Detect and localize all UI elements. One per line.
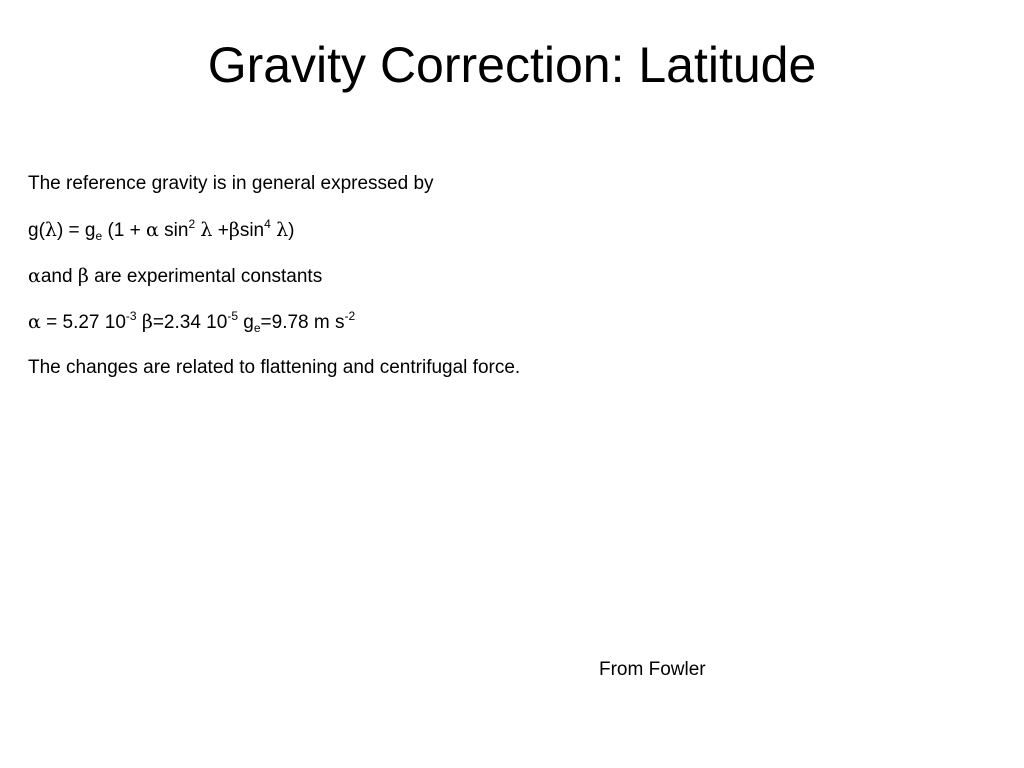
constants-text: are experimental constants bbox=[88, 266, 323, 287]
slide-body bbox=[28, 170, 988, 400]
alpha-symbol: α bbox=[28, 265, 41, 287]
alpha-value: = 5.27 10 bbox=[40, 312, 126, 333]
formula-plus: + bbox=[212, 220, 229, 241]
formula-eq-ge: ) = g bbox=[56, 220, 96, 241]
ge-label: g bbox=[238, 312, 254, 333]
beta-value: =2.34 10 bbox=[152, 312, 228, 333]
ge-subscript: e bbox=[253, 321, 261, 335]
superscript-2: 2 bbox=[188, 217, 196, 231]
beta-exponent: -5 bbox=[227, 309, 238, 323]
formula-close: ) bbox=[288, 220, 295, 241]
formula-sin4: sin bbox=[239, 220, 265, 241]
alpha-symbol: α bbox=[146, 219, 159, 241]
beta-symbol: β bbox=[141, 311, 153, 333]
lambda-symbol: λ bbox=[44, 219, 57, 241]
alpha-exponent: -3 bbox=[125, 309, 137, 323]
source-credit: From Fowler bbox=[599, 659, 706, 680]
beta-symbol: β bbox=[228, 219, 240, 241]
values-line bbox=[28, 308, 988, 354]
superscript-4: 4 bbox=[264, 217, 271, 231]
intro-line: The reference gravity is in general expressed by bbox=[28, 173, 434, 194]
formula-sin: sin bbox=[158, 220, 189, 241]
lambda-symbol-3: λ bbox=[276, 219, 289, 241]
constants-line bbox=[28, 262, 988, 308]
slide-title: Gravity Correction: Latitude bbox=[207, 37, 817, 93]
gravity-formula bbox=[28, 216, 988, 262]
changes-line: The changes are related to flattening and centrifugal force. bbox=[28, 357, 521, 378]
lambda-symbol-2: λ bbox=[200, 219, 213, 241]
and-text: and bbox=[40, 266, 78, 287]
ge-value: =9.78 m s bbox=[260, 312, 345, 333]
subscript-e: e bbox=[95, 229, 103, 243]
formula-g: g( bbox=[28, 220, 45, 241]
formula-open: (1 + bbox=[102, 220, 147, 241]
ge-exponent: -2 bbox=[344, 309, 356, 323]
alpha-symbol: α bbox=[28, 311, 41, 333]
beta-symbol: β bbox=[77, 265, 89, 287]
